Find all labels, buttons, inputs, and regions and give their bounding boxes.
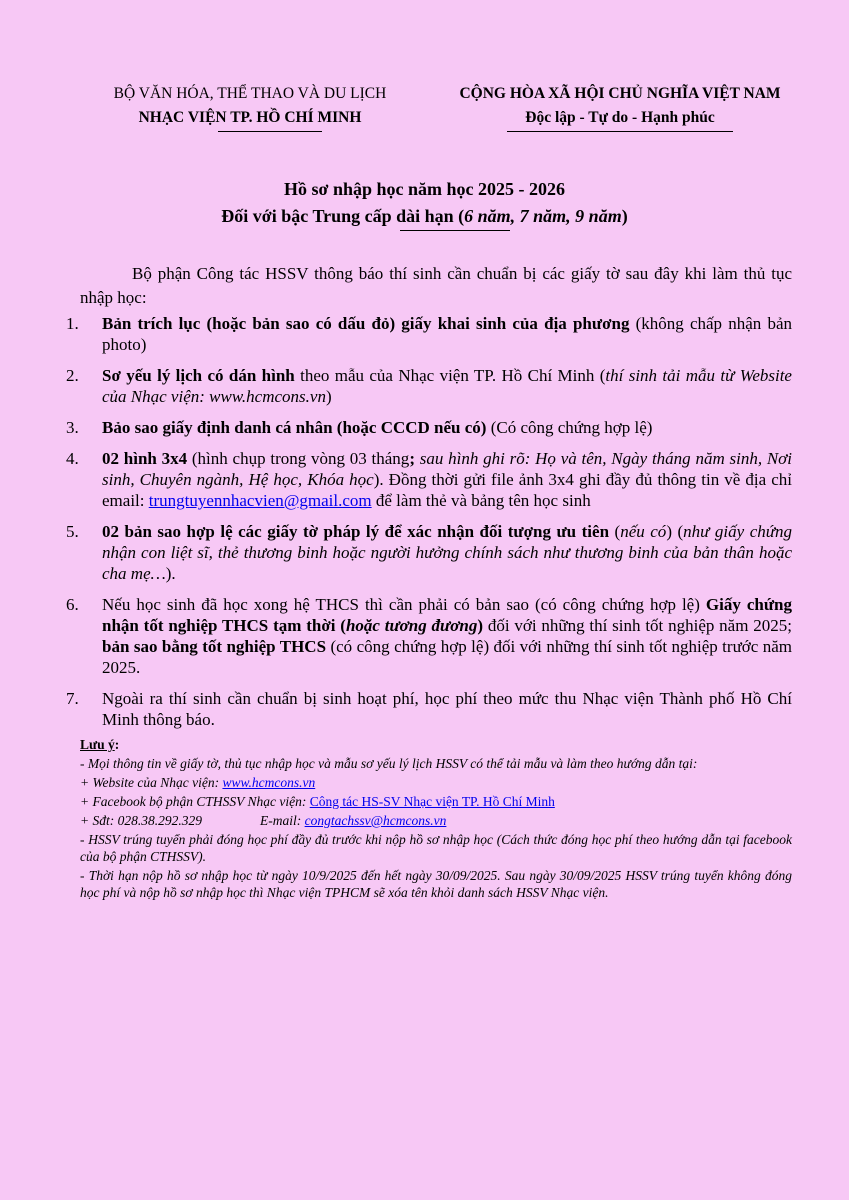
header-underline-left xyxy=(218,131,322,132)
list-item: 2. Sơ yếu lý lịch có dán hình theo mẫu của Nhạc viện TP. Hồ Chí Minh (thí sinh tải mẫu từ Website của Nhạc viện: www.hcmcons.vn) xyxy=(66,366,792,406)
note-facebook: + Facebook bộ phận CTHSSV Nhạc viện: Công tác HS-SV Nhạc viện TP. Hồ Chí Minh xyxy=(80,794,555,809)
note-paragraph: - Thời hạn nộp hồ sơ nhập học từ ngày 10/9/2025 đến hết ngày 30/09/2025. Sau ngày 30/09/2025 HSSV trúng tuyển không đóng học phí và nộp hồ sơ nhập học thì Nhạc viện TPHCM sẽ xóa tên khỏi danh sách HSSV Nhạc viện. xyxy=(80,868,792,900)
ministry-name: BỘ VĂN HÓA, THỂ THAO VÀ DU LỊCH xyxy=(113,85,387,102)
header-underline-right xyxy=(507,131,733,132)
note-heading: Lưu ý: xyxy=(80,737,120,752)
list-item: 5. 02 bản sao hợp lệ các giấy tờ pháp lý để xác nhận đối tượng ưu tiên (nếu có) (như giấy chứng nhận con liệt sĩ, thẻ thương binh hoặc người hưởng chính sách như thương binh của bản thân hoặc cha mẹ…). xyxy=(66,522,793,583)
note-section xyxy=(80,736,792,903)
website-link[interactable]: www.hcmcons.vn xyxy=(222,775,316,790)
country-name: CỘNG HÒA XÃ HỘI CHỦ NGHĨA VIỆT NAM xyxy=(459,85,781,102)
note-website: + Website của Nhạc viện: www.hcmcons.vn xyxy=(80,775,316,790)
note-paragraph: - Mọi thông tin về giấy tờ, thủ tục nhập học và mẫu sơ yếu lý lịch HSSV có thể tải mẫu và làm theo hướng dẫn tại: xyxy=(80,756,698,771)
institution-name: NHẠC VIỆN TP. HỒ CHÍ MINH xyxy=(138,109,362,126)
contact-email-link[interactable]: congtachssv@hcmcons.vn xyxy=(304,813,447,828)
list-item: 4. 02 hình 3x4 (hình chụp trong vòng 03 tháng; sau hình ghi rõ: Họ và tên, Ngày tháng năm sinh, Nơi sinh, Chuyên ngành, Hệ học, Khóa học). Đồng thời gửi file ảnh 3x4 ghi đầy đủ thông tin về địa chỉ email: trungtuyennhacvien@gmail.com để làm thẻ và bảng tên học sinh xyxy=(66,449,792,510)
national-motto: Độc lập - Tự do - Hạnh phúc xyxy=(525,109,715,126)
list-item: 1. Bản trích lục (hoặc bản sao có dấu đỏ) giấy khai sinh của địa phương (không chấp nhận bản photo) xyxy=(66,314,793,354)
title-line-2: Đối với bậc Trung cấp dài hạn (6 năm, 7 năm, 9 năm) xyxy=(221,206,628,226)
title-line-1: Hồ sơ nhập học năm học 2025 - 2026 xyxy=(283,179,565,199)
document-title xyxy=(60,176,789,231)
note-paragraph: - HSSV trúng tuyển phải đóng học phí đầy đủ trước khi nộp hồ sơ nhập học (Cách thức đóng học phí theo hướng dẫn tại facebook của bộ phận CTHSSV). xyxy=(80,832,792,864)
list-item: 6. Nếu học sinh đã học xong hệ THCS thì cần phải có bản sao (có công chứng hợp lệ) Giấy chứng nhận tốt nghiệp THCS tạm thời (hoặc tương đương) đối với những thí sinh tốt nghiệp năm 2025; bản sao bằng tốt nghiệp THCS (có công chứng hợp lệ) đối với những thí sinh tốt nghiệp trước năm 2025. xyxy=(66,595,793,677)
national-header xyxy=(430,82,810,132)
title-underline xyxy=(400,230,510,231)
intro-paragraph: Bộ phận Công tác HSSV thông báo thí sinh cần chuẩn bị các giấy tờ sau đây khi làm thủ tục nhập học: xyxy=(80,264,792,307)
admission-email-link[interactable]: trungtuyennhacvien@gmail.com xyxy=(148,491,372,510)
facebook-link[interactable]: Công tác HS-SV Nhạc viện TP. Hồ Chí Minh xyxy=(309,794,555,809)
list-item: 3. Bảo sao giấy định danh cá nhân (hoặc CCCD nếu có) (Có công chứng hợp lệ) xyxy=(66,418,653,437)
list-item: 7. Ngoài ra thí sinh cần chuẩn bị sinh hoạt phí, học phí theo mức thu Nhạc viện Thành phố Hồ Chí Minh thông báo. xyxy=(66,689,792,729)
requirements-list xyxy=(66,313,792,740)
ministry-header xyxy=(80,82,420,132)
note-contact: + Sđt: 028.38.292.329 E-mail: congtachssv@hcmcons.vn xyxy=(80,813,447,828)
